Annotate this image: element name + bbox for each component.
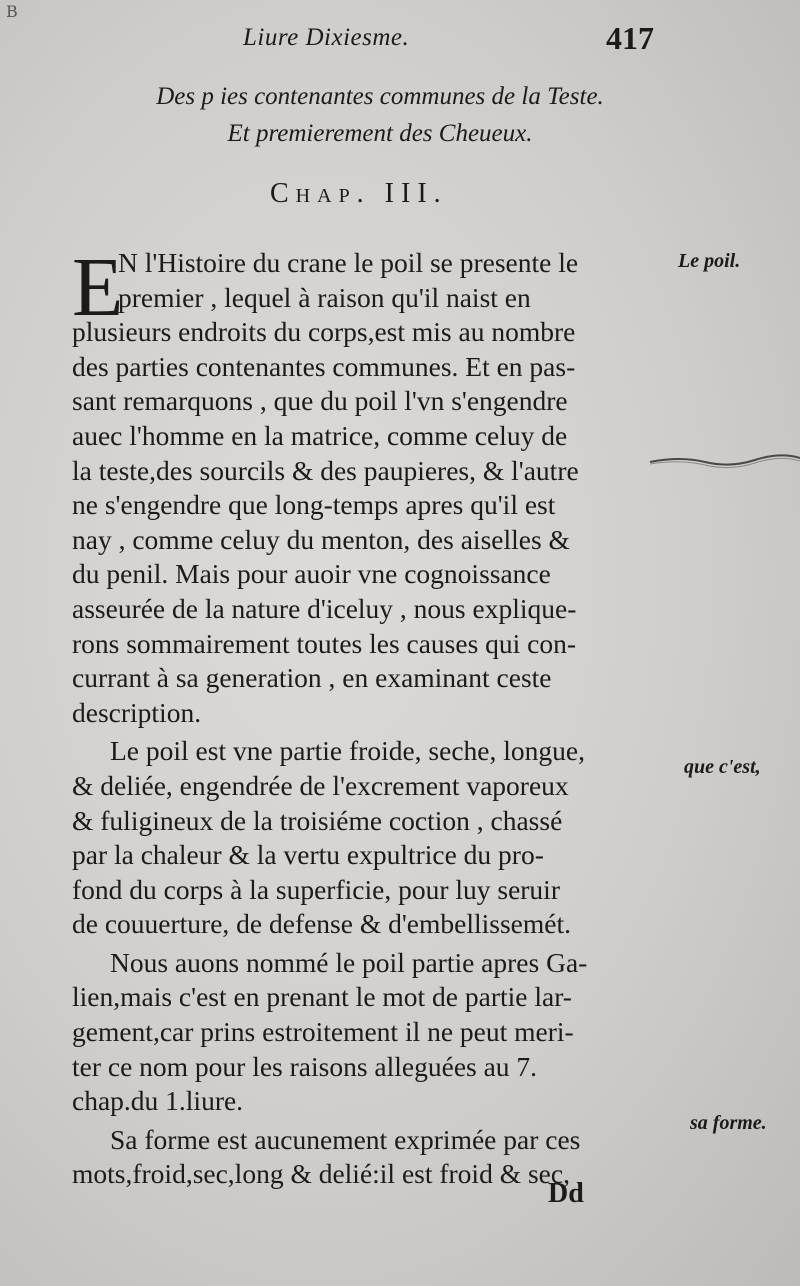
- text-line: & deliée, engendrée de l'excrement vaporeux: [72, 769, 569, 801]
- text-line: chap.du 1.liure.: [72, 1085, 244, 1117]
- text-line: auec l'homme en la matrice, comme celuy de: [72, 419, 568, 451]
- text-line: & fuligineux de la troisiéme coction , chassé: [72, 804, 563, 836]
- margin-note-sa-forme: sa forme.: [690, 1112, 767, 1134]
- drop-capital: E: [72, 241, 124, 334]
- body-text: [72, 241, 672, 1192]
- text-line: premier , lequel à raison qu'il naist en: [118, 281, 531, 313]
- section-title-line-1: Des p ies contenantes communes de la Teste.: [156, 83, 604, 110]
- paragraph-1: [72, 241, 672, 730]
- page-number: 417: [606, 20, 654, 56]
- margin-note-que-c-est: que c'est,: [684, 756, 761, 778]
- text-line: description.: [72, 696, 202, 728]
- text-line: Nous auons nommé le poil partie apres Ga-: [110, 946, 588, 978]
- text-line: du penil. Mais pour auoir vne cognoissance: [72, 558, 551, 590]
- text-line: nay , comme celuy du menton, des aiselles &: [72, 523, 570, 555]
- text-line: fond du corps à la superficie, pour luy seruir: [72, 873, 560, 905]
- text-line: Sa forme est aucunement exprimée par ces: [110, 1123, 581, 1155]
- text-line: ne s'engendre que long-temps apres qu'il est: [72, 489, 556, 521]
- text-line: Le poil est vne partie froide, seche, longue,: [110, 735, 585, 767]
- text-line: de couuerture, de defense & d'embellissemét.: [72, 908, 572, 940]
- page-header: [0, 10, 800, 56]
- margin-note-le-poil: Le poil.: [678, 250, 741, 272]
- paragraph-2: [72, 734, 672, 942]
- text-line: asseurée de la nature d'iceluy , nous explique-: [72, 592, 577, 624]
- page-tear: [650, 448, 800, 478]
- text-line: des parties contenantes communes. Et en pas-: [72, 350, 576, 382]
- section-title-line-2: Et premierement des Cheueux.: [227, 120, 533, 147]
- text-line: sant remarquons , que du poil l'vn s'engendre: [72, 385, 568, 417]
- text-line: par la chaleur & la vertu expultrice du pro-: [72, 839, 544, 871]
- chapter-heading: Chap. III.: [270, 178, 448, 209]
- text-line: rons sommairement toutes les causes qui con-: [72, 627, 577, 659]
- text-line: currant à sa generation , en examinant ceste: [72, 662, 552, 694]
- text-line: N l'Histoire du crane le poil se presente le: [118, 247, 579, 278]
- text-line: la teste,des sourcils & des paupieres, & l'autre: [72, 454, 579, 486]
- edge-mark: B: [6, 2, 18, 21]
- catchword: Dd: [548, 1178, 584, 1209]
- text-line: mots,froid,sec,long & delié:il est froid & sec,: [72, 1158, 570, 1190]
- text-line: gement,car prins estroitement il ne peut meri-: [72, 1016, 574, 1048]
- running-head: Liure Dixiesme.: [243, 24, 410, 51]
- text-line: plusieurs endroits du corps,est mis au nombre: [72, 316, 576, 348]
- paragraph-3: [72, 946, 672, 1119]
- text-line: lien,mais c'est en prenant le mot de partie lar-: [72, 981, 572, 1013]
- section-title: [100, 78, 660, 152]
- text-line: ter ce nom pour les raisons alleguées au 7.: [72, 1050, 538, 1082]
